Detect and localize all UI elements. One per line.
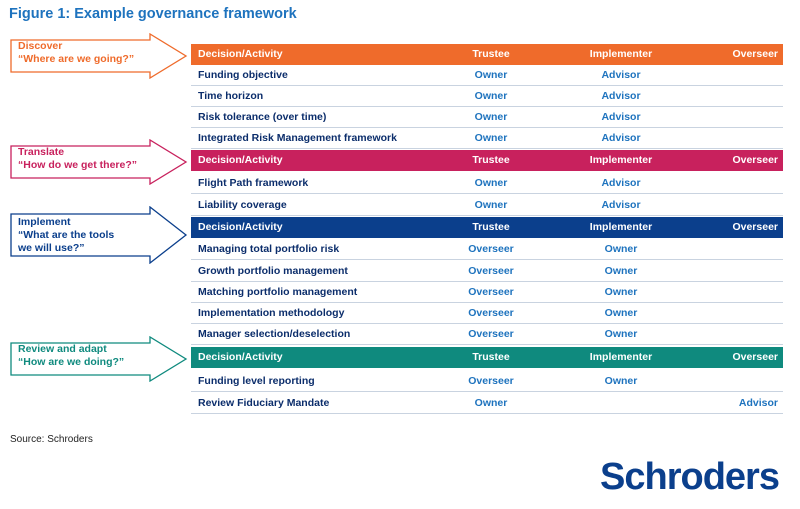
stage-question-line-2: we will use?” <box>18 242 85 254</box>
activity-cell: Funding objective <box>198 69 288 81</box>
stage-arrow-implement <box>10 206 188 266</box>
header-implementer: Implementer <box>589 221 653 233</box>
implementer-cell: Owner <box>604 307 638 319</box>
trustee-cell: Overseer <box>468 265 514 277</box>
stage-label: Implement <box>18 216 71 228</box>
activity-cell: Funding level reporting <box>198 375 315 387</box>
trustee-cell: Owner <box>474 111 508 123</box>
header-trustee: Trustee <box>472 154 510 166</box>
trustee-cell: Owner <box>474 397 508 409</box>
table-header-translate <box>191 150 783 171</box>
source-note: Source: Schroders <box>10 434 93 445</box>
trustee-cell: Overseer <box>468 328 514 340</box>
trustee-cell: Overseer <box>468 243 514 255</box>
stage-label: Review and adapt <box>18 343 107 355</box>
table-row <box>191 128 783 149</box>
header-implementer: Implementer <box>589 351 653 363</box>
trustee-cell: Owner <box>474 132 508 144</box>
header-activity: Decision/Activity <box>198 221 283 233</box>
stage-question: “How are we doing?” <box>18 356 125 368</box>
table-row <box>191 86 783 107</box>
implementer-cell: Advisor <box>601 132 641 144</box>
header-activity: Decision/Activity <box>198 351 283 363</box>
implementer-cell: Owner <box>604 375 638 387</box>
header-trustee: Trustee <box>472 351 510 363</box>
header-overseer: Overseer <box>732 154 778 166</box>
table-row <box>191 324 783 345</box>
table-row <box>191 239 783 260</box>
table-row <box>191 282 783 303</box>
implementer-cell: Advisor <box>601 177 641 189</box>
implementer-cell: Advisor <box>601 199 641 211</box>
table-header-discover <box>191 44 783 65</box>
header-trustee: Trustee <box>472 48 510 60</box>
activity-cell: Manager selection/deselection <box>198 328 351 340</box>
schroders-logo: Schroders <box>600 456 779 498</box>
table-header-implement <box>191 217 783 238</box>
header-activity: Decision/Activity <box>198 154 283 166</box>
activity-cell: Liability coverage <box>198 199 287 211</box>
trustee-cell: Overseer <box>468 375 514 387</box>
header-overseer: Overseer <box>732 351 778 363</box>
trustee-cell: Owner <box>474 69 508 81</box>
activity-cell: Matching portfolio management <box>198 286 358 298</box>
implementer-cell: Owner <box>604 243 638 255</box>
activity-cell: Review Fiduciary Mandate <box>198 397 330 409</box>
overseer-cell: Advisor <box>738 397 778 409</box>
header-implementer: Implementer <box>589 154 653 166</box>
table-row <box>191 195 783 216</box>
implementer-cell: Owner <box>604 328 638 340</box>
activity-cell: Implementation methodology <box>198 307 345 319</box>
implementer-cell: Owner <box>604 265 638 277</box>
table-row <box>191 173 783 194</box>
implementer-cell: Advisor <box>601 111 641 123</box>
stage-label: Discover <box>18 40 63 52</box>
stage-question: “Where are we going?” <box>18 53 135 65</box>
header-overseer: Overseer <box>732 221 778 233</box>
trustee-cell: Owner <box>474 199 508 211</box>
trustee-cell: Overseer <box>468 307 514 319</box>
table-row <box>191 371 783 392</box>
header-trustee: Trustee <box>472 221 510 233</box>
activity-cell: Integrated Risk Management framework <box>198 132 397 144</box>
header-implementer: Implementer <box>589 48 653 60</box>
implementer-cell: Advisor <box>601 90 641 102</box>
stage-question: “How do we get there?” <box>18 159 138 171</box>
trustee-cell: Owner <box>474 90 508 102</box>
table-row <box>191 65 783 86</box>
implementer-cell: Owner <box>604 286 638 298</box>
activity-cell: Growth portfolio management <box>198 265 348 277</box>
activity-cell: Flight Path framework <box>198 177 309 189</box>
table-row <box>191 261 783 282</box>
stage-arrow-review <box>10 336 188 392</box>
table-row <box>191 107 783 128</box>
table-row <box>191 393 783 414</box>
header-overseer: Overseer <box>732 48 778 60</box>
trustee-cell: Overseer <box>468 286 514 298</box>
header-activity: Decision/Activity <box>198 48 283 60</box>
stage-label: Translate <box>18 146 65 158</box>
stage-arrow-translate <box>10 139 188 195</box>
figure-title: Figure 1: Example governance framework <box>9 6 297 22</box>
activity-cell: Risk tolerance (over time) <box>198 111 327 123</box>
stage-arrow-discover <box>10 33 188 89</box>
trustee-cell: Owner <box>474 177 508 189</box>
activity-cell: Managing total portfolio risk <box>198 243 340 255</box>
table-header-review <box>191 347 783 368</box>
stage-question-line-1: “What are the tools <box>18 229 115 241</box>
table-row <box>191 303 783 324</box>
activity-cell: Time horizon <box>198 90 264 102</box>
implementer-cell: Advisor <box>601 69 641 81</box>
